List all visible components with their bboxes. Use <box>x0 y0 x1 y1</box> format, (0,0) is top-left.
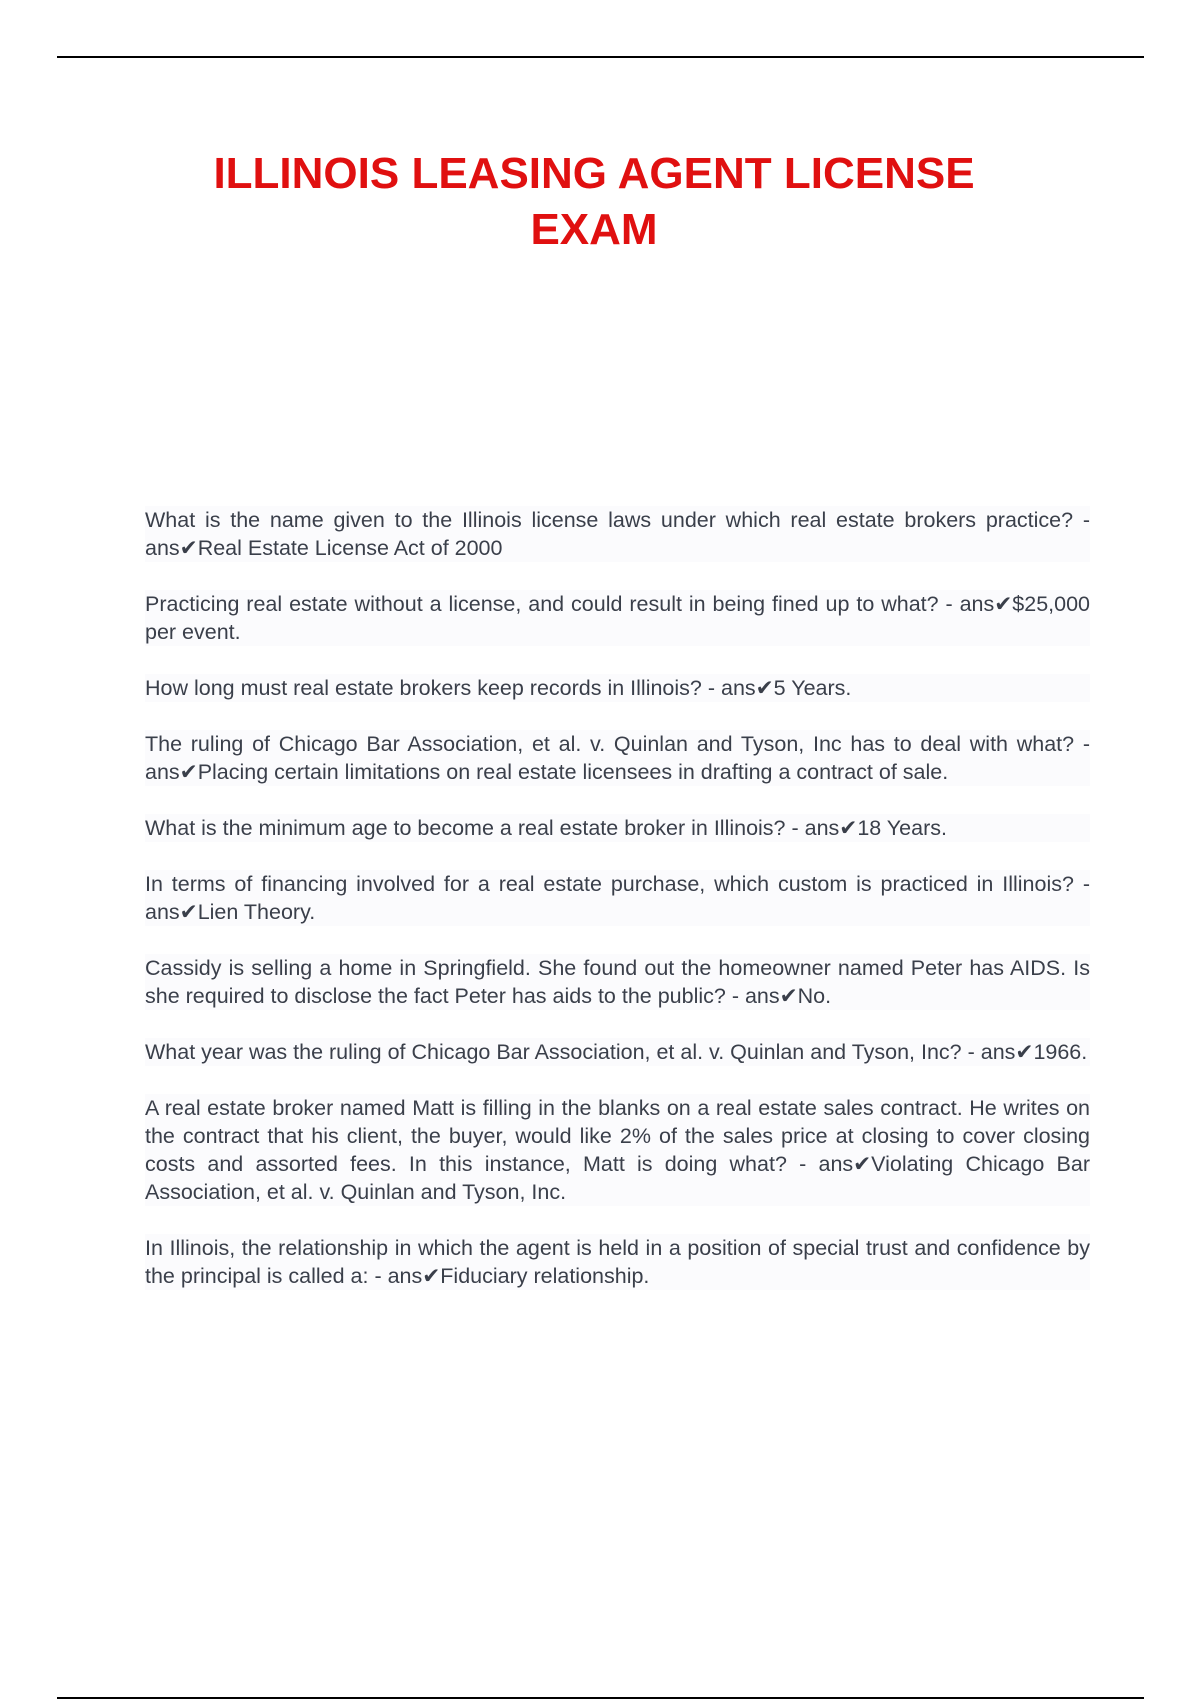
answer-text: Fiduciary relationship. <box>440 1264 650 1288</box>
question-text: Cassidy is selling a home in Springfield. She found out the homeowner named Peter has AIDS. Is she required to disclose the fact Peter has aids to the public? - <box>145 956 1090 1008</box>
answer-text: 5 Years. <box>773 676 852 700</box>
answer-prefix: ans <box>145 760 180 784</box>
qa-item <box>145 814 1090 842</box>
question-text: What is the minimum age to become a real estate broker in Illinois? - <box>145 816 805 840</box>
check-mark-icon: ✔ <box>179 760 198 784</box>
answer-prefix: ans <box>980 1040 1016 1064</box>
check-mark-icon: ✔ <box>839 816 858 840</box>
question-text: In Illinois, the relationship in which the agent is held in a position of special trust and confidence by the principal is called a: - <box>145 1236 1090 1288</box>
check-mark-icon: ✔ <box>994 592 1013 616</box>
check-mark-icon: ✔ <box>755 676 774 700</box>
document-title <box>0 146 1188 258</box>
answer-prefix: ans <box>959 592 995 616</box>
check-mark-icon: ✔ <box>179 900 198 924</box>
answer-prefix: ans <box>720 676 756 700</box>
qa-item <box>145 730 1090 786</box>
check-mark-icon: ✔ <box>179 536 198 560</box>
check-mark-icon: ✔ <box>779 984 798 1008</box>
answer-text: 1966. <box>1033 1040 1088 1064</box>
answer-text: Lien Theory. <box>197 900 316 924</box>
answer-prefix: ans <box>818 1152 854 1176</box>
answer-text: Placing certain limitations on real estate licensees in drafting a contract of sale. <box>197 760 949 784</box>
answer-text: Real Estate License Act of 2000 <box>197 536 503 560</box>
title-line-2: EXAM <box>530 205 658 254</box>
question-answer-list <box>145 506 1090 1318</box>
qa-item <box>145 506 1090 562</box>
answer-prefix: ans <box>145 900 180 924</box>
qa-item <box>145 590 1090 646</box>
check-mark-icon: ✔ <box>1015 1040 1034 1064</box>
question-text: The ruling of Chicago Bar Association, et al. v. Quinlan and Tyson, Inc has to deal with what? - <box>145 732 1090 756</box>
answer-prefix: ans <box>804 816 840 840</box>
answer-prefix: ans <box>744 984 780 1008</box>
qa-item <box>145 1234 1090 1290</box>
answer-prefix: ans <box>387 1264 423 1288</box>
check-mark-icon: ✔ <box>853 1152 872 1176</box>
title-line-1: ILLINOIS LEASING AGENT LICENSE <box>213 149 975 198</box>
bottom-rule <box>57 1697 1144 1699</box>
top-rule <box>57 56 1144 58</box>
question-text: A real estate broker named Matt is filling in the blanks on a real estate sales contract. He writes on the contract that his client, the buyer, would like 2% of the sales price at closing to cover closing costs and assorted fees. In this instance, Matt is doing what? - <box>145 1096 1090 1176</box>
answer-text: 18 Years. <box>857 816 947 840</box>
qa-item <box>145 674 1090 702</box>
answer-text: $25,000 per event. <box>145 592 1090 644</box>
qa-item <box>145 1094 1090 1206</box>
question-text: In terms of financing involved for a real estate purchase, which custom is practiced in Illinois? - <box>145 872 1090 896</box>
answer-prefix: ans <box>145 536 180 560</box>
question-text: What is the name given to the Illinois license laws under which real estate brokers practice? - <box>145 508 1090 532</box>
question-text: What year was the ruling of Chicago Bar Association, et al. v. Quinlan and Tyson, Inc? - <box>145 1040 981 1064</box>
answer-text: No. <box>797 984 832 1008</box>
qa-item <box>145 1038 1090 1066</box>
qa-item <box>145 954 1090 1010</box>
check-mark-icon: ✔ <box>422 1264 441 1288</box>
qa-item <box>145 870 1090 926</box>
question-text: Practicing real estate without a license, and could result in being fined up to what? - <box>145 592 960 616</box>
answer-text: Violating Chicago Bar Association, et al. v. Quinlan and Tyson, Inc. <box>145 1152 1091 1204</box>
question-text: How long must real estate brokers keep records in Illinois? - <box>145 676 721 700</box>
